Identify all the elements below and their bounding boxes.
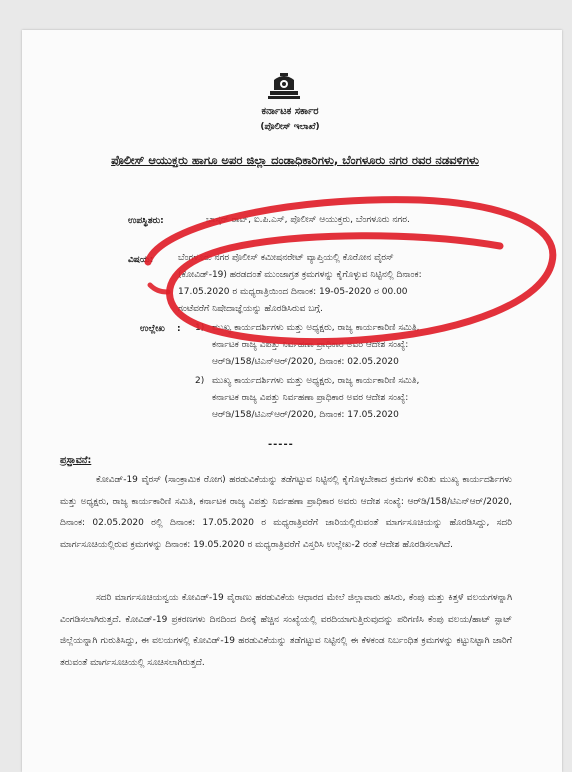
document-title: ಪೊಲೀಸ್ ಆಯುಕ್ತರು ಹಾಗೂ ಅಪರ ಜಿಲ್ಲಾ ದಂಡಾಧಿಕಾರಿಗಳು, ಬೆಂಗಳೂರು ನಗರ ರವರ ನಡವಳಿಗಳು bbox=[111, 153, 479, 167]
reference-line: ಕರ್ನಾಟಕ ರಾಜ್ಯ ವಿಪತ್ತು ನಿರ್ವಹಣಾ ಪ್ರಾಧಿಕಾರ ಅವರ ಆದೇಶ ಸಂಖ್ಯೆ: bbox=[212, 340, 409, 350]
government-name: ಕರ್ನಾಟಕ ಸರ್ಕಾರ bbox=[261, 106, 319, 117]
reference-line: ಆರ್‌ಡಿ/158/ಟಿಎನ್‌ಆರ್/2020, ದಿನಾಂಕ: 17.05.2020 bbox=[212, 410, 399, 420]
preamble-paragraph: ಸದರಿ ಮಾರ್ಗಸೂಚಿಯನ್ವಯ ಕೋವಿಡ್-19 ವೈರಾಣು ಹರಡುವಿಕೆಯ ಆಧಾರದ ಮೇಲೆ ಜಿಲ್ಲಾವಾರು ಹಸಿರು, ಕೆಂಪು ಮತ್ತು ಕಿತ್ತಳೆ ವಲಯಗಳನ್ನಾಗಿ ವಿಂಗಡಿಸಲಾಗಿರುತ್ತದೆ. ಕೋವಿಡ್-19 ಪ್ರಕರಣಗಳು ದಿನದಿಂದ ದಿನಕ್ಕೆ ಹೆಚ್ಚಿನ ಸಂಖ್ಯೆಯಲ್ಲಿ ವರದಿಯಾಗುತ್ತಿರುವುದನ್ನು ಪರಿಗಣಿಸಿ ಕೆಂಪು ವಲಯ/ಹಾಟ್ ಸ್ಪಾಟ್ ಜಿಲ್ಲೆಯನ್ನಾಗಿ ಗುರುತಿಸಿದ್ದು, ಈ ವಲಯಗಳಲ್ಲಿ ಕೋವಿಡ್-19 ಹರಡುವಿಕೆಯನ್ನು ತಡೆಗಟ್ಟುವ ನಿಟ್ಟಿನಲ್ಲಿ ಈ ಕೆಳಕಂಡ ನಿರ್ಬಂಧಿತ ಕ್ರಮಗಳನ್ನು ಕಟ್ಟುನಿಟ್ಟಾಗಿ ಜಾರಿಗೆ ತರುವಂತೆ ಮಾರ್ಗಸೂಚಿಯಲ್ಲಿ ಸೂಚಿಸಲಾಗಿರುತ್ತದೆ. bbox=[60, 593, 512, 668]
subject-line: ಗಂಟೆವರೆಗೆ ನಿಷೇದಾಜ್ಞೆಯನ್ನು ಹೊರಡಿಸಿರುವ ಬಗ್ಗೆ. bbox=[178, 304, 323, 314]
reference-line: ಕರ್ನಾಟಕ ರಾಜ್ಯ ವಿಪತ್ತು ನಿರ್ವಹಣಾ ಪ್ರಾಧಿಕಾರ ಅವರ ಆದೇಶ ಸಂಖ್ಯೆ: bbox=[212, 393, 409, 403]
reference-line: ಆರ್‌ಡಿ/158/ಟಿಎನ್‌ಆರ್/2020, ದಿನಾಂಕ: 02.05.2020 bbox=[212, 357, 399, 367]
presence-label: ಉಪಸ್ಥಿತರು: bbox=[128, 216, 164, 226]
references-colon: : bbox=[177, 324, 181, 334]
presence-text: ಭಾಸ್ಕರ್ ರಾವ್, ಐ.ಪಿ.ಎಸ್, ಪೊಲೀಸ್ ಆಯುಕ್ತರು, ಬೆಂಗಳೂರು ನಗರ. bbox=[206, 215, 410, 225]
references-label: ಉಲ್ಲೇಖ bbox=[140, 324, 165, 334]
subject-line: 17.05.2020 ರ ಮಧ್ಯರಾತ್ರಿಯಿಂದ ದಿನಾಂಕ: 19-05-2020 ರ 00.00 bbox=[178, 287, 408, 297]
reference-line: ಮುಖ್ಯ ಕಾರ್ಯದರ್ಶಿಗಳು ಮತ್ತು ಅಧ್ಯಕ್ಷರು, ರಾಜ್ಯ ಕಾರ್ಯಕಾರಿಣಿ ಸಮಿತಿ, bbox=[212, 376, 420, 386]
state-emblem-icon bbox=[264, 72, 304, 100]
reference-item bbox=[212, 320, 512, 371]
section-separator: ----- bbox=[268, 439, 294, 450]
reference-item bbox=[212, 373, 512, 424]
department-name: (ಪೊಲೀಸ್ ಇಲಾಖೆ) bbox=[260, 122, 320, 132]
subject-line: ಬೆಂಗಳೂರು ನಗರ ಪೊಲೀಸ್ ಕಮೀಷನರೇಟ್ ವ್ಯಾಪ್ತಿಯಲ್ಲಿ ಕೊರೋನ ವೈರಸ್ bbox=[178, 253, 394, 263]
subject-label: ವಿಷಯ: bbox=[128, 255, 154, 265]
reference-number: 1) bbox=[195, 323, 205, 333]
reference-number: 2) bbox=[195, 376, 205, 386]
preamble-heading: ಪ್ರಸ್ತಾವನೆ: bbox=[60, 455, 92, 466]
subject-line: (ಕೋವಿಡ್-19) ಹರಡದಂತೆ ಮುಂಜಾಗ್ರತ ಕ್ರಮಗಳನ್ನು ಕೈಗೊಳ್ಳುವ ನಿಟ್ಟಿನಲ್ಲಿ ದಿನಾಂಕ: bbox=[178, 270, 422, 280]
subject-text bbox=[178, 250, 508, 318]
reference-line: ಮುಖ್ಯ ಕಾರ್ಯದರ್ಶಿಗಳು ಮತ್ತು ಅಧ್ಯಕ್ಷರು, ರಾಜ್ಯ ಕಾರ್ಯಕಾರಿಣಿ ಸಮಿತಿ, bbox=[212, 323, 420, 333]
preamble-paragraph: ಕೋವಿಡ್-19 ವೈರಸ್ (ಸಾಂಕ್ರಾಮಿಕ ರೋಗ) ಹರಡುವಿಕೆಯನ್ನು ತಡೆಗಟ್ಟುವ ನಿಟ್ಟಿನಲ್ಲಿ ಕೈಗೊಳ್ಳಬೇಕಾದ ಕ್ರಮಗಳ ಕುರಿತು ಮುಖ್ಯ ಕಾರ್ಯದರ್ಶಿಗಳು ಮತ್ತು ಅಧ್ಯಕ್ಷರು, ರಾಜ್ಯ ಕಾರ್ಯಕಾರಿಣಿ ಸಮಿತಿ, ಕರ್ನಾಟಕ ರಾಜ್ಯ ವಿಪತ್ತು ನಿರ್ವಹಣಾ ಪ್ರಾಧಿಕಾರ ಅವರು ಆದೇಶ ಸಂಖ್ಯೆ: ಆರ್‌ಡಿ/158/ಟಿಎನ್‌ಆರ್/2020, ದಿನಾಂಕ: 02.05.2020 ರಲ್ಲಿ ದಿನಾಂಕ: 17.05.2020 ರ ಮಧ್ಯರಾತ್ರಿವರೆಗೆ ಜಾರಿಯಲ್ಲಿರುವಂತೆ ಮಾರ್ಗಸೂಚಿಯನ್ನು ಹೊರಡಿಸಿದ್ದು, ಸದರಿ ಮಾರ್ಗಸೂಚಿಯಲ್ಲಿರುವ ಕ್ರಮಗಳನ್ನು ದಿನಾಂಕ: 19.05.2020 ರ ಮಧ್ಯರಾತ್ರಿವರೆಗೆ ವಿಸ್ತರಿಸಿ ಉಲ್ಲೇಖ-2 ರಂತೆ ಆದೇಶ ಹೊರಡಿಸಲಾಗಿದೆ. bbox=[60, 475, 512, 550]
